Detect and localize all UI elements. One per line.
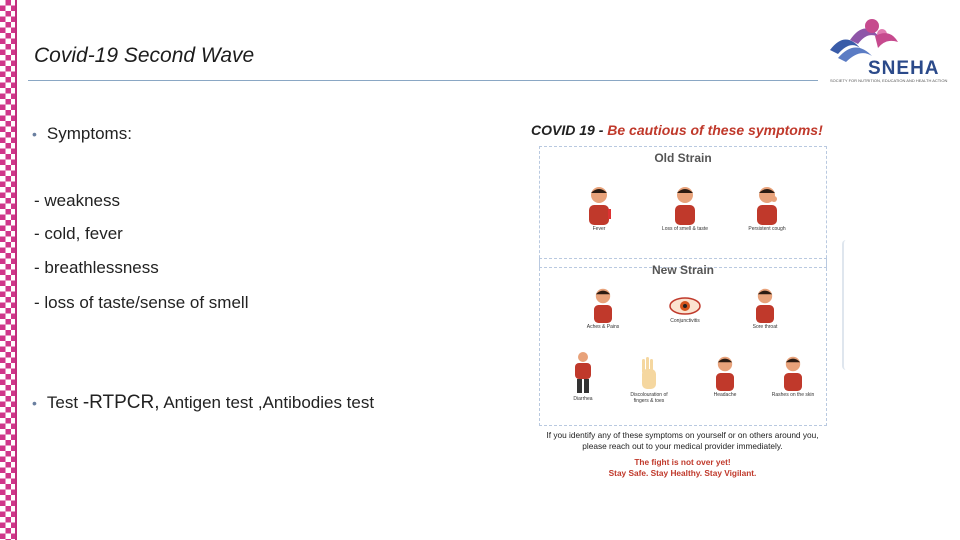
eye-icon: [668, 295, 702, 317]
person-icon: [778, 355, 808, 391]
side-bracket: [842, 240, 850, 370]
symptom-figure: [660, 295, 710, 324]
slogan-line: Stay Safe. Stay Healthy. Stay Vigilant.: [608, 468, 757, 478]
symptom-caption: Discolouration of fingers & toes: [630, 392, 668, 404]
test-prefix: Test: [46, 393, 79, 412]
new-strain-title: New Strain: [651, 263, 714, 277]
bullet-dot: •: [32, 395, 37, 411]
old-strain-title: Old Strain: [654, 151, 712, 165]
logo-name: SNEHA: [868, 58, 940, 79]
symptom-item: - weakness: [34, 191, 120, 210]
symptom-item: - loss of taste/sense of smell: [34, 293, 249, 312]
test-bullet: [32, 392, 374, 414]
person-icon: [670, 185, 700, 225]
symptom-figure: [578, 287, 628, 330]
advice-line: please reach out to your medical provider immediately.: [582, 441, 783, 451]
symptom-figure: [700, 355, 750, 398]
bullet-dot: •: [32, 126, 37, 142]
infographic-title-suffix: Be cautious of these symptoms!: [607, 122, 823, 138]
symptom-figure: [558, 351, 608, 402]
test-rtpcr: -RTPCR,: [82, 392, 160, 413]
symptom-figure: [624, 357, 674, 404]
new-strain-panel: [539, 258, 827, 426]
person-icon: [571, 351, 595, 395]
hand-icon: [637, 357, 661, 391]
symptom-item: - cold, fever: [34, 224, 123, 243]
person-icon: [750, 287, 780, 323]
title-divider: [28, 80, 818, 81]
infographic-title: [531, 122, 823, 138]
old-strain-panel: [539, 146, 827, 268]
symptom-figure: [768, 355, 818, 398]
symptom-caption: Persistent cough: [748, 226, 786, 232]
covid-symptoms-infographic: [525, 118, 840, 488]
symptom-caption: Rashes on the skin: [771, 392, 815, 398]
symptoms-bullet: [32, 124, 132, 144]
logo-subtitle: SOCIETY FOR NUTRITION, EDUCATION AND HEALTH ACTION: [830, 78, 948, 83]
person-icon: [752, 185, 782, 225]
symptoms-heading: Symptoms:: [46, 124, 132, 143]
test-rest: Antigen test ,Antibodies test: [163, 393, 375, 412]
symptom-figure: [660, 185, 710, 232]
person-icon: [584, 185, 614, 225]
person-icon: [710, 355, 740, 391]
advice-line: If you identify any of these symptoms on yourself or on others around you,: [546, 430, 819, 440]
symptom-figure: [740, 287, 790, 330]
symptom-item: - breathlessness: [34, 258, 159, 277]
symptom-caption: Diarrhea: [573, 396, 593, 402]
infographic-slogan: [525, 457, 840, 479]
person-icon: [588, 287, 618, 323]
symptom-caption: Loss of smell & taste: [661, 226, 709, 232]
symptom-figure: [574, 185, 624, 232]
border-line: [15, 0, 17, 540]
symptom-figure: [742, 185, 792, 232]
infographic-advice: [525, 430, 840, 452]
slide-title: Covid-19 Second Wave: [34, 44, 255, 67]
decorative-border: [0, 0, 16, 540]
symptom-caption: Conjunctivitis: [670, 318, 700, 324]
symptom-caption: Fever: [592, 226, 606, 232]
infographic-title-prefix: COVID 19 -: [531, 122, 608, 138]
slogan-line: The fight is not over yet!: [634, 457, 731, 467]
symptom-caption: Headache: [713, 392, 737, 398]
symptom-caption: Sore throat: [752, 324, 778, 330]
symptom-caption: Aches & Pains: [586, 324, 620, 330]
